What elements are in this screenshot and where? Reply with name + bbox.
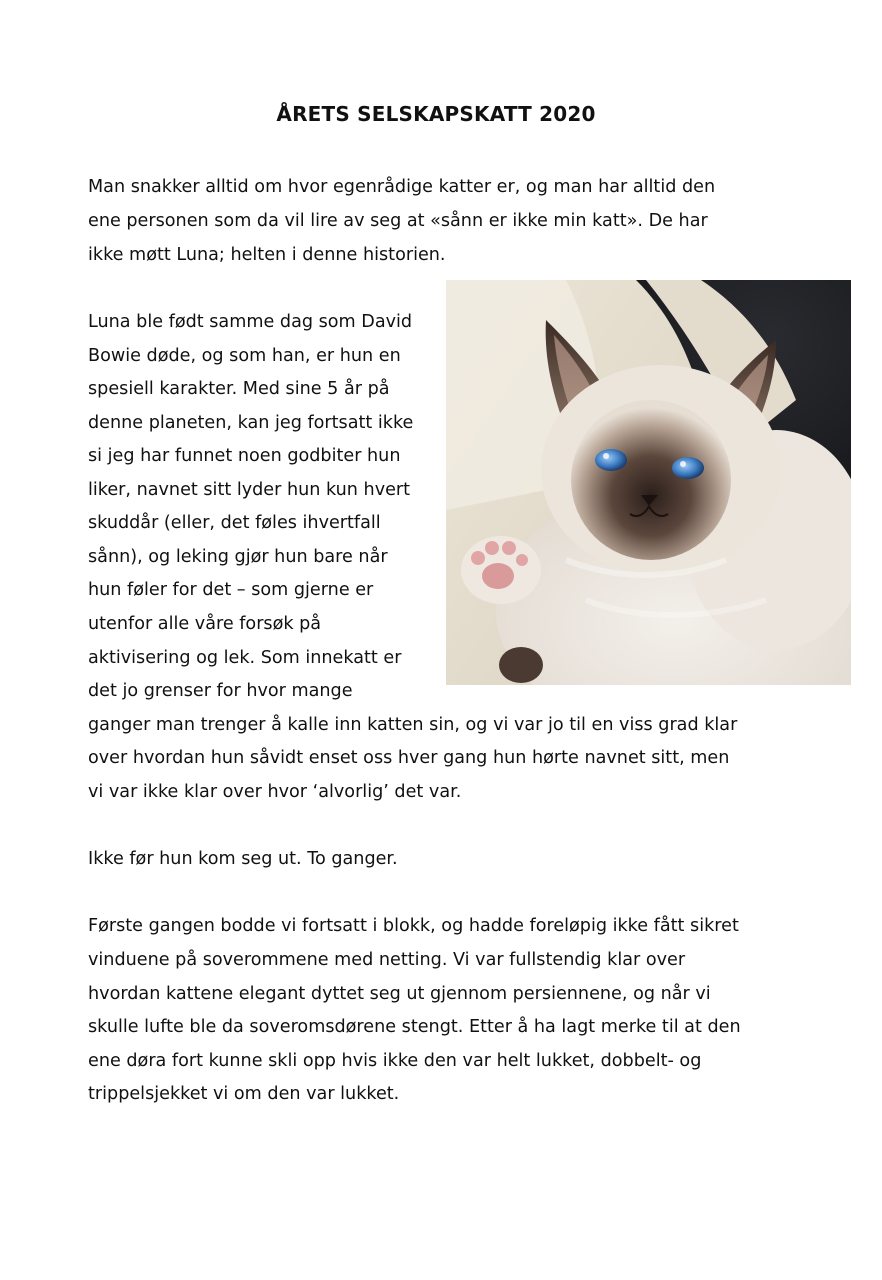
text-line: over hvordan hun såvidt enset oss hver gang hun hørte navnet sitt, men: [88, 748, 730, 768]
text-line: skulle lufte ble da soveromsdørene stengt. Etter å ha lagt merke til at den: [88, 1017, 741, 1037]
text-line: Første gangen bodde vi fortsatt i blokk, og hadde foreløpig ikke fått sikret: [88, 916, 739, 936]
text-line: aktivisering og lek. Som innekatt er: [88, 648, 402, 668]
text-line: Ikke før hun kom seg ut. To ganger.: [88, 849, 398, 869]
text-line: ene personen som da vil lire av seg at «sånn er ikke min katt». De har: [88, 211, 708, 231]
text-line: liker, navnet sitt lyder hun kun hvert: [88, 480, 411, 500]
text-line: Bowie døde, og som han, er hun en: [88, 346, 401, 366]
text-line: Man snakker alltid om hvor egenrådige katter er, og man har alltid den: [88, 177, 716, 197]
document-title: ÅRETS SELSKAPSKATT 2020: [276, 102, 596, 126]
text-line: Luna ble født samme dag som David: [88, 312, 413, 332]
text-line: ene døra fort kunne skli opp hvis ikke den var helt lukket, dobbelt- og: [88, 1051, 702, 1071]
text-line: hvordan kattene elegant dyttet seg ut gjennom persiennene, og når vi: [88, 984, 711, 1004]
text-line: si jeg har funnet noen godbiter hun: [88, 446, 401, 466]
text-line: ikke møtt Luna; helten i denne historien.: [88, 245, 446, 265]
text-line: spesiell karakter. Med sine 5 år på: [88, 379, 390, 399]
text-line: sånn), og leking gjør hun bare når: [88, 547, 388, 567]
text-line: utenfor alle våre forsøk på: [88, 614, 322, 634]
text-line: denne planeten, kan jeg fortsatt ikke: [88, 413, 414, 433]
text-line: skuddår (eller, det føles ihvertfall: [88, 513, 381, 533]
text-line: vi var ikke klar over hvor ‘alvorlig’ det var.: [88, 782, 462, 802]
text-line: det jo grenser for hvor mange: [88, 681, 353, 701]
siamese-kitten-photo: [446, 280, 851, 685]
text-line: trippelsjekket vi om den var lukket.: [88, 1084, 400, 1104]
kitten-photo: [446, 280, 851, 685]
text-line: vinduene på soverommene med netting. Vi var fullstendig klar over: [88, 950, 686, 970]
text-line: ganger man trenger å kalle inn katten sin, og vi var jo til en viss grad klar: [88, 715, 738, 735]
text-line: hun føler for det – som gjerne er: [88, 580, 374, 600]
